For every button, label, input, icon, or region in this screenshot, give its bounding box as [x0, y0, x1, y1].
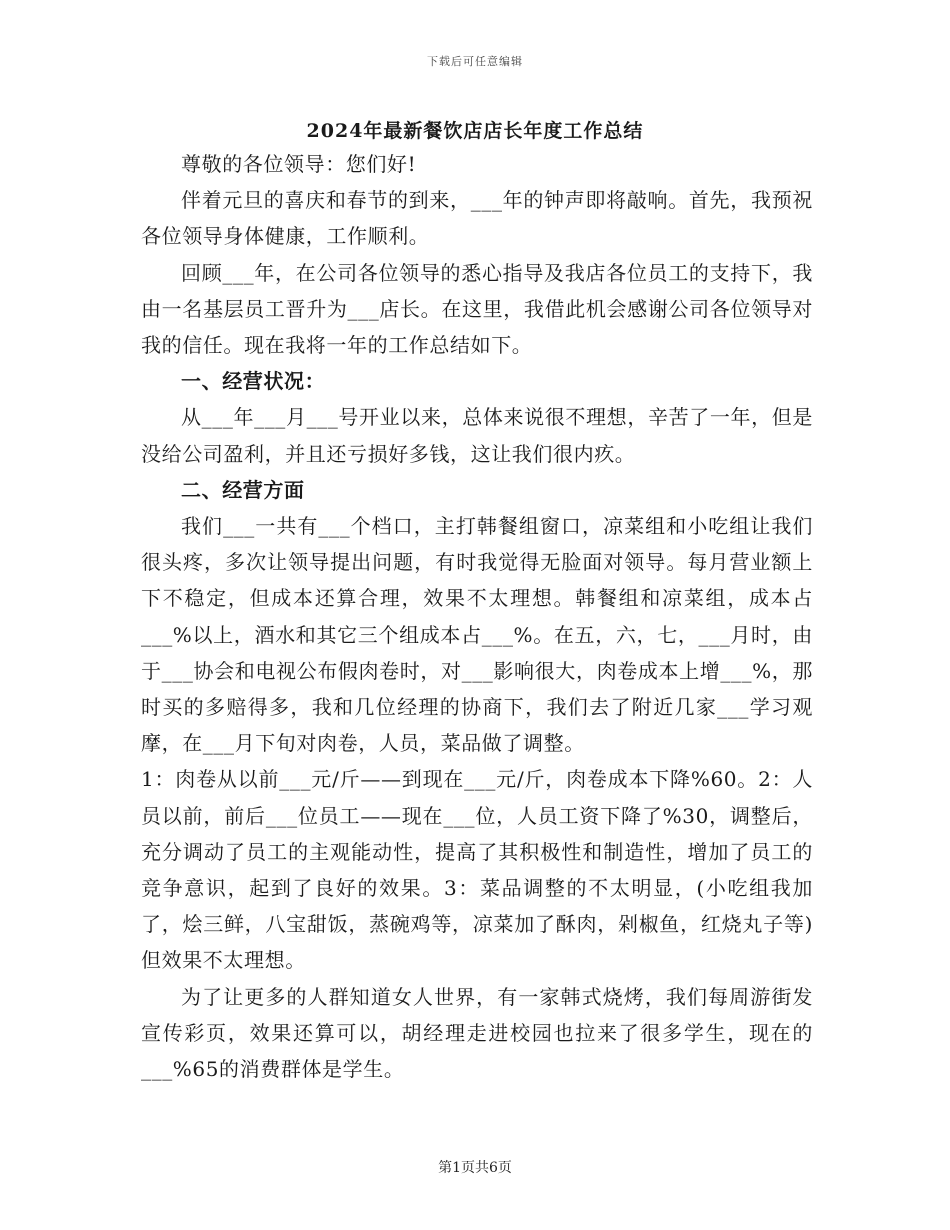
- document-title: 2024年最新餐饮店店长年度工作总结: [306, 120, 644, 142]
- intro-paragraph: 伴着元旦的喜庆和春节的到来，___年的钟声即将敲响。首先，我预祝各位领导身体健康，工作顺利。: [141, 188, 813, 249]
- document-body: [141, 146, 813, 1087]
- operation-aspects-paragraph: 我们___一共有___个档口，主打韩餐组窗口，凉菜组和小吃组让我们很头疼，多次让领导提出问题，有时我觉得无脸面对领导。每月营业额上下不稳定，但成本还算合理，效果不太理想。韩餐组和凉菜组，成本占___%以上，酒水和其它三个组成本占___%。在五，六，七，___月时，由于___协会和电视公布假肉卷时，对___影响很大，肉卷成本上增___%，那时买的多赔得多，我和几位经理的协商下，我们去了附近几家___学习观摩，在___月下旬对肉卷，人员，菜品做了调整。: [141, 514, 813, 756]
- section-heading-operation-status: 一、经营状况：: [181, 369, 326, 394]
- operation-status-paragraph: 从___年___月___号开业以来，总体来说很不理想，辛苦了一年，但是没给公司盈利，并且还亏损好多钱，这让我们很内疚。: [141, 405, 813, 466]
- section-heading-operation-aspects: 二、经营方面: [181, 477, 305, 502]
- promotion-paragraph: 为了让更多的人群知道女人世界，有一家韩式烧烤，我们每周游街发宣传彩页，效果还算可以，胡经理走进校园也拉来了很多学生，现在的___%65的消费群体是学生。: [141, 984, 813, 1082]
- review-paragraph: 回顾___年，在公司各位领导的悉心指导及我店各位员工的支持下，我由一名基层员工晋升为___店长。在这里，我借此机会感谢公司各位领导对我的信任。现在我将一年的工作总结如下。: [141, 260, 813, 358]
- header-note: 下载后可任意编辑: [427, 55, 523, 68]
- adjustments-paragraph: 1：肉卷从以前___元/斤——到现在___元/斤，肉卷成本下降%60。2：人员以前，前后___位员工——现在___位，人员工资下降了%30，调整后，充分调动了员工的主观能动性，提高了其积极性和制造性，增加了员工的竞争意识，起到了良好的效果。3：菜品调整的不太明显，(小吃组我加了，烩三鲜，八宝甜饭，蒸碗鸡等，凉菜加了酥肉，剁椒鱼，红烧丸子等)但效果不太理想。: [141, 767, 813, 973]
- page-number: 第1页共6页: [438, 1160, 512, 1176]
- greeting-paragraph: 尊敬的各位领导：您们好!: [181, 152, 417, 176]
